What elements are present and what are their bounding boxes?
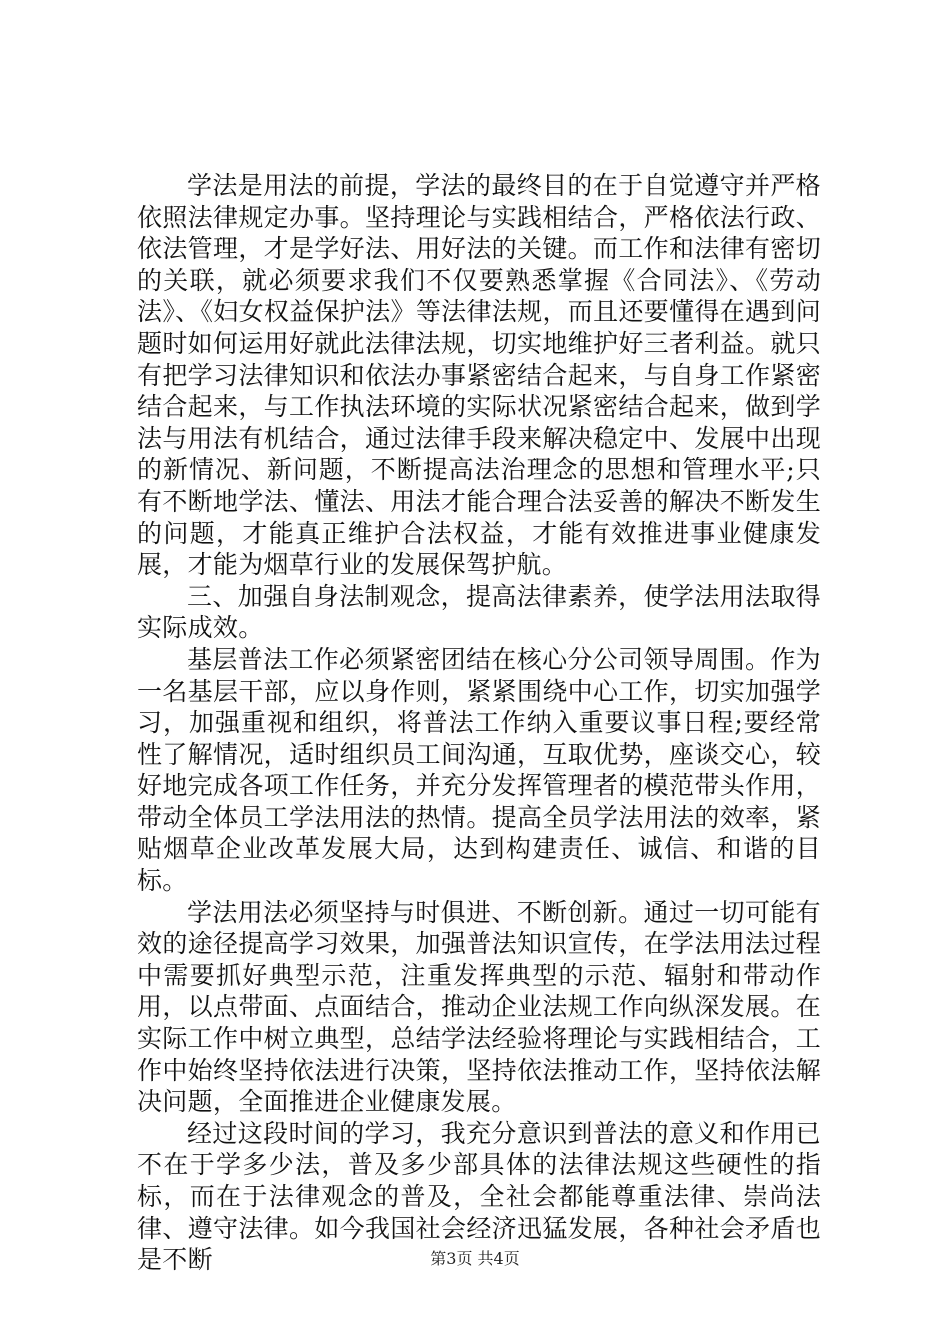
paragraph-innovation: 学法用法必须坚持与时俱进、不断创新。通过一切可能有效的途径提高学习效果，加强普法知识宣传，在学法用法过程中需要抓好典型示范，注重发挥典型的示范、辐射和带动作用，以点带面、点面结合，推动企业法规工作向纵深发展。在实际工作中树立典型，总结学法经验将理论与实践相结合，工作中始终坚持依法进行决策，坚持依法推动工作，坚持依法解决问题，全面推进企业健康发展。 bbox=[137, 897, 821, 1117]
paragraph-conclusion: 经过这段时间的学习，我充分意识到普法的意义和作用已不在于学多少法，普及多少部具体的法律法规这些硬性的指标，而在于法律观念的普及，全社会都能尊重法律、崇尚法律、遵守法律。如今我国社会经济迅猛发展，各种社会矛盾也是不断 bbox=[137, 1118, 821, 1275]
document-body bbox=[137, 170, 821, 1276]
paragraph-grassroots-work: 基层普法工作必须紧密团结在核心分公司领导周围。作为一名基层干部，应以身作则，紧紧围绕中心工作，切实加强学习，加强重视和组织，将普法工作纳入重要议事日程;要经常性了解情况，适时组织员工间沟通，互取优势，座谈交心，较好地完成各项工作任务，并充分发挥管理者的模范带头作用，带动全体员工学法用法的热情。提高全员学法用法的效率，紧贴烟草企业改革发展大局，达到构建责任、诚信、和谐的目标。 bbox=[137, 644, 821, 896]
page-number: 第3页 共4页 bbox=[430, 1249, 520, 1268]
paragraph-study-and-apply-law: 学法是用法的前提，学法的最终目的在于自觉遵守并严格依照法律规定办事。坚持理论与实践相结合，严格依法行政、依法管理，才是学好法、用好法的关键。而工作和法律有密切的关联，就必须要求我们不仅要熟悉掌握《合同法》、《劳动法》、《妇女权益保护法》等法律法规，而且还要懂得在遇到问题时如何运用好就此法律法规，切实地维护好三者利益。就只有把学习法律知识和依法办事紧密结合起来，与自身工作紧密结合起来，与工作执法环境的实际状况紧密结合起来，做到学法与用法有机结合，通过法律手段来解决稳定中、发展中出现的新情况、新问题，不断提高法治理念的思想和管理水平;只有不断地学法、懂法、用法才能合理合法妥善的解决不断发生的问题，才能真正维护合法权益，才能有效推进事业健康发展，才能为烟草行业的发展保驾护航。 bbox=[137, 171, 821, 580]
section-heading-three: 三、加强自身法制观念，提高法律素养，使学法用法取得实际成效。 bbox=[137, 581, 821, 643]
